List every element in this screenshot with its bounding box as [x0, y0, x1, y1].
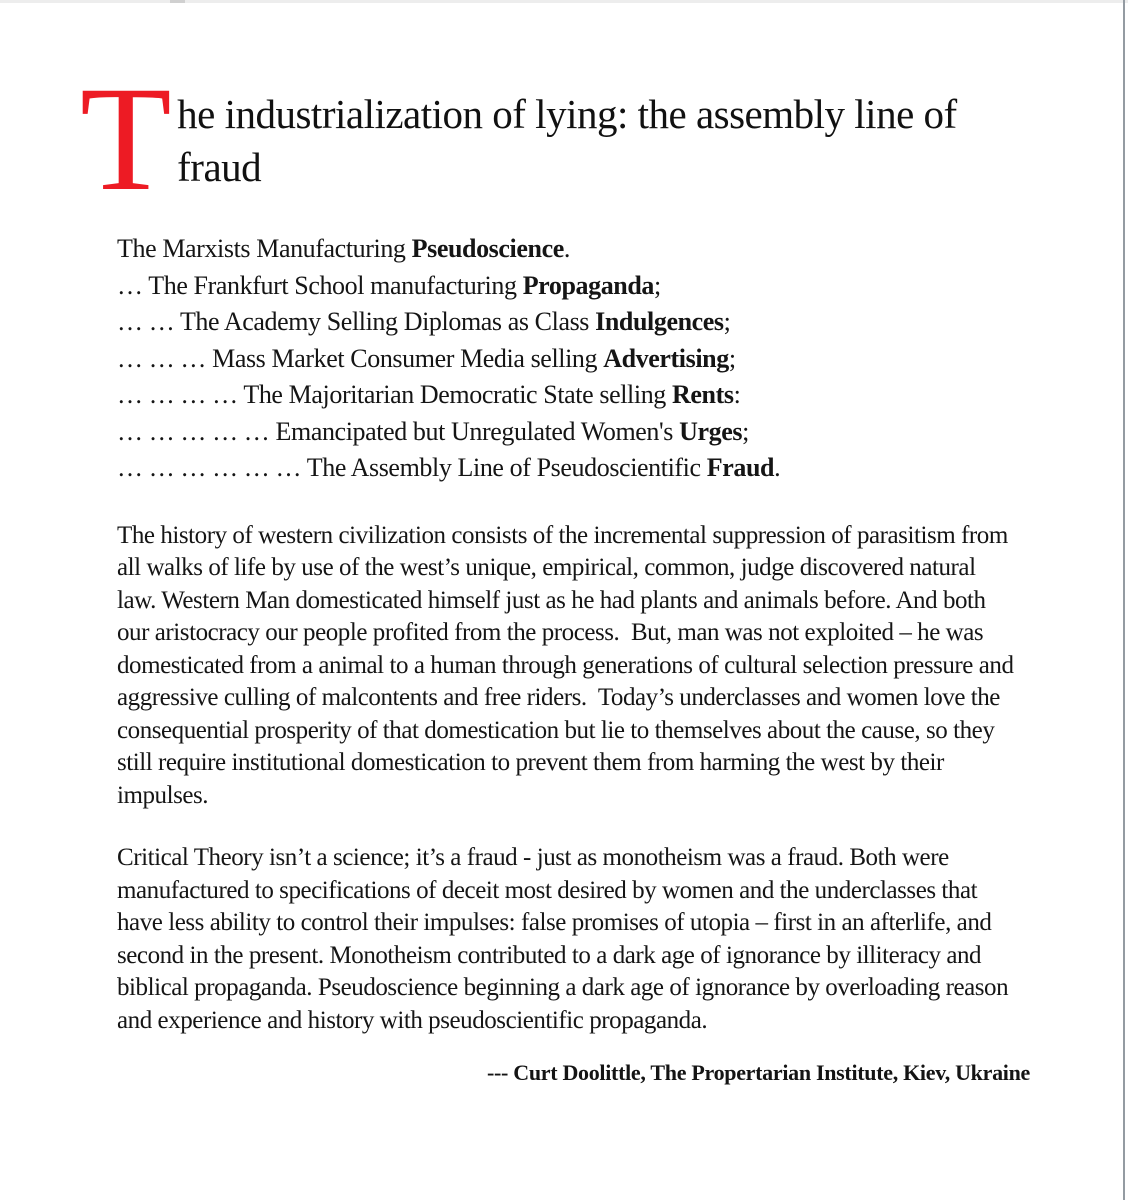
list-item: [117, 268, 1025, 305]
document-body: [80, 56, 1030, 1087]
list-item-prefix: … … … … … …: [117, 453, 307, 482]
list-item-text: The Assembly Line of Pseudoscientific: [306, 453, 707, 482]
list-item: [117, 414, 1025, 451]
list-item-suffix: ;: [728, 343, 736, 373]
list-item: [117, 231, 1025, 268]
list-item-text: The Marxists Manufacturing: [117, 234, 412, 263]
list-item-text: The Academy Selling Diplomas as Class: [179, 307, 596, 336]
list-item-prefix: … … …: [117, 343, 213, 373]
list-item-prefix: …: [117, 270, 149, 300]
attribution-line: --- Curt Doolittle, The Propertarian Institute, Kiev, Ukraine: [486, 1060, 1030, 1085]
top-edge-artifact: [170, 0, 185, 3]
list-item-suffix: ;: [654, 270, 661, 300]
page-title-text: he industrialization of lying: the assembly line of fraud: [177, 91, 957, 190]
list-item-keyword: Urges: [679, 416, 743, 446]
list-item-suffix: ;: [742, 416, 749, 446]
list-item-text: The Frankfurt School manufacturing: [148, 270, 523, 300]
list-item-suffix: .: [563, 234, 570, 263]
list-item-text: The Majoritarian Democratic State selling: [243, 380, 672, 409]
list-item-text: Mass Market Consumer Media selling: [212, 343, 604, 373]
drop-cap: T: [80, 56, 172, 222]
paragraph-history: The history of western civilization consists of the incremental suppression of parasitism from all walks of life by use of the west’s unique, empirical, common, judge discovered natural law. Western Man domesticated himself just as he had plants and animals before. And both our aristocracy our people profited from the process. But, man was not exploited – he was domesticated from a animal to a human through generations of cultural selection pressure and aggressive culling of malcontents and free riders. Today’s underclasses and women love the consequential prosperity of that domestication but lie to themselves about the cause, so they still require institutional domestication to prevent them from harming the west by their impulses.: [117, 521, 1020, 809]
page-title: [80, 56, 1025, 222]
list-item-prefix: … … … … …: [117, 416, 276, 446]
list-item-keyword: Propaganda: [522, 270, 655, 300]
list-item-suffix: ;: [723, 307, 731, 336]
list-item-keyword: Rents: [672, 380, 734, 409]
list-item-prefix: … … … …: [117, 380, 244, 409]
list-item: [117, 304, 1025, 341]
list-item-keyword: Pseudoscience: [411, 234, 564, 263]
top-edge-strip: [0, 0, 1128, 3]
list-item-suffix: :: [733, 380, 741, 409]
list-item-keyword: Indulgences: [595, 307, 724, 336]
list-item-suffix: .: [774, 453, 781, 482]
scrollbar-track-line[interactable]: [1123, 0, 1125, 1200]
list-item-keyword: Fraud: [706, 453, 775, 482]
manufacturing-list: [117, 231, 1025, 487]
list-item-text: Emancipated but Unregulated Women's: [275, 416, 680, 446]
list-item: [117, 450, 1025, 487]
list-item: [117, 377, 1025, 414]
list-item-keyword: Advertising: [603, 343, 729, 373]
list-item: [117, 341, 1025, 378]
paragraph-critical-theory: Critical Theory isn’t a science; it’s a fraud - just as monotheism was a fraud. Both were manufactured to specifications of deceit most desired by women and the underclasses that have less ability to control their impulses: false promises of utopia – first in an afterlife, and second in the present. Monotheism contributed to a dark age of ignorance by illiteracy and biblical propaganda. Pseudoscience beginning a dark age of ignorance by overloading reason and experience and history with pseudoscientific propaganda.: [117, 844, 1014, 1034]
list-item-prefix: … …: [117, 307, 180, 336]
